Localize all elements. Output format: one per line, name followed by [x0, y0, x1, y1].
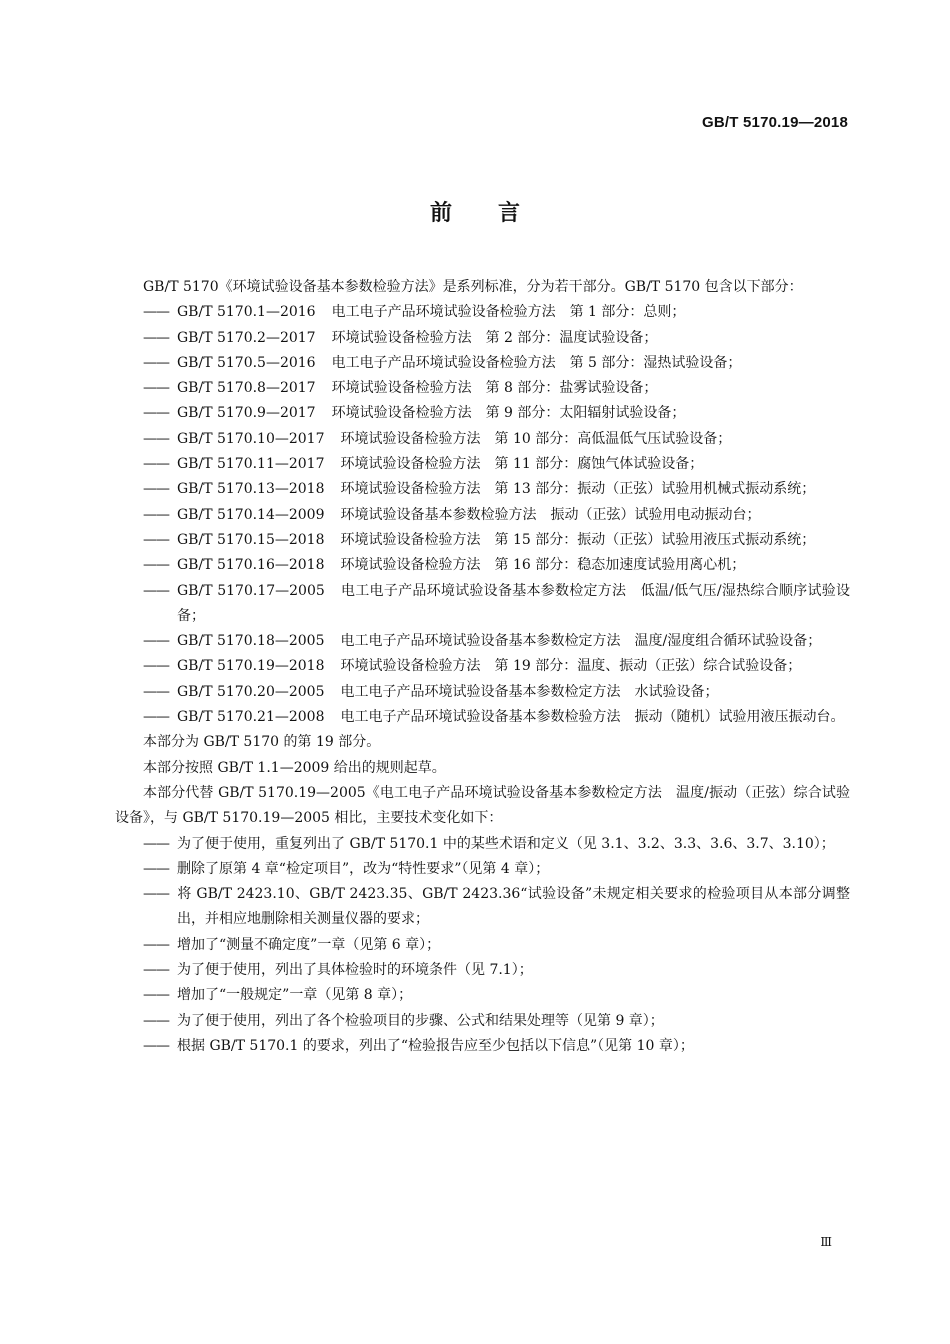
part-title: 电工电子产品环境试验设备检验方法 第 1 部分：总则； [331, 304, 686, 321]
list-item [115, 326, 850, 351]
dash-marker: —— [143, 329, 169, 346]
part-title: 电工电子产品环境试验设备基本参数检定方法 温度/湿度组合循环试验设备； [340, 633, 822, 650]
change-text: 根据 GB/T 5170.1 的要求，列出了“检验报告应至少包括以下信息”（见第 10 章）； [177, 1037, 694, 1054]
part-title: 环境试验设备检验方法 第 10 部分：高低温低气压试验设备； [340, 430, 732, 447]
change-text: 删除了原第 4 章“检定项目”，改为“特性要求”（见第 4 章）； [177, 860, 550, 877]
page-title: 前言 [429, 201, 566, 226]
change-text: 增加了“测量不确定度”一章（见第 6 章）； [177, 936, 441, 953]
page-number: Ⅲ [820, 1235, 832, 1249]
dash-marker: —— [143, 633, 169, 650]
dash-marker: —— [143, 709, 169, 726]
statement-paragraph: 本部分按照 GB/T 1.1—2009 给出的规则起草。 [143, 759, 446, 776]
part-title: 环境试验设备检验方法 第 2 部分：温度试验设备； [331, 329, 658, 346]
list-item [115, 705, 850, 730]
part-title: 电工电子产品环境试验设备基本参数检验方法 振动（随机）试验用液压振动台。 [340, 709, 845, 726]
list-item [115, 579, 850, 630]
part-code: GB/T 5170.14—2009 [177, 506, 325, 523]
part-title: 环境试验设备检验方法 第 9 部分：太阳辐射试验设备； [331, 405, 686, 422]
change-text: 将 GB/T 2423.10、GB/T 2423.35、GB/T 2423.36“试验设备”未规定相关要求的检验项目从本部分调整出，并相应地删除相关测量仪器的要求； [177, 886, 850, 928]
dash-marker: —— [143, 835, 169, 852]
statement-paragraph: 本部分为 GB/T 5170 的第 19 部分。 [143, 734, 381, 751]
list-item [115, 477, 850, 502]
list-item [115, 958, 850, 983]
part-code: GB/T 5170.16—2018 [177, 557, 325, 574]
part-code: GB/T 5170.17—2005 [177, 582, 325, 599]
dash-marker: —— [143, 430, 169, 447]
change-text: 为了便于使用，列出了具体检验时的环境条件（见 7.1）； [177, 962, 533, 979]
part-code: GB/T 5170.11—2017 [177, 456, 325, 473]
part-code: GB/T 5170.2—2017 [177, 329, 316, 346]
list-item [115, 680, 850, 705]
list-item [115, 882, 850, 933]
list-item [115, 1009, 850, 1034]
statement-paragraph: 本部分代替 GB/T 5170.19—2005《电工电子产品环境试验设备基本参数检定方法 温度/振动（正弦）综合试验设备》，与 GB/T 5170.19—2005 相比，主要技术变化如下： [115, 784, 850, 827]
part-code: GB/T 5170.18—2005 [177, 633, 325, 650]
part-code: GB/T 5170.20—2005 [177, 683, 325, 700]
dash-marker: —— [143, 405, 169, 422]
dash-marker: —— [143, 1037, 169, 1054]
dash-marker: —— [143, 1012, 169, 1029]
list-item [115, 401, 850, 426]
list-item [115, 351, 850, 376]
part-code: GB/T 5170.9—2017 [177, 405, 316, 422]
list-item [115, 528, 850, 553]
part-title: 环境试验设备检验方法 第 16 部分：稳态加速度试验用离心机； [340, 557, 746, 574]
part-code: GB/T 5170.15—2018 [177, 531, 325, 548]
part-title: 电工电子产品环境试验设备基本参数检定方法 低温/低气压/湿热综合顺序试验设备； [177, 582, 850, 624]
list-item [115, 983, 850, 1008]
part-code: GB/T 5170.1—2016 [177, 304, 316, 321]
dash-marker: —— [143, 962, 169, 979]
dash-marker: —— [143, 380, 169, 397]
part-code: GB/T 5170.8—2017 [177, 380, 316, 397]
dash-marker: —— [143, 531, 169, 548]
dash-marker: —— [143, 658, 169, 675]
dash-marker: —— [143, 481, 169, 498]
dash-marker: —— [143, 557, 169, 574]
part-title: 环境试验设备检验方法 第 15 部分：振动（正弦）试验用液压式振动系统； [340, 531, 816, 548]
change-text: 增加了“一般规定”一章（见第 8 章）； [177, 987, 413, 1004]
list-item [115, 452, 850, 477]
part-code: GB/T 5170.5—2016 [177, 354, 316, 371]
change-text: 为了便于使用，列出了各个检验项目的步骤、公式和结果处理等（见第 9 章）； [177, 1012, 664, 1029]
list-item [115, 857, 850, 882]
list-item [115, 427, 850, 452]
part-code: GB/T 5170.21—2008 [177, 709, 325, 726]
part-title: 电工电子产品环境试验设备基本参数检定方法 水试验设备； [340, 683, 719, 700]
dash-marker: —— [143, 354, 169, 371]
dash-marker: —— [143, 456, 169, 473]
part-title: 环境试验设备基本参数检验方法 振动（正弦）试验用电动振动台； [340, 506, 761, 523]
changes-list [115, 832, 850, 1060]
intro-paragraph: GB/T 5170《环境试验设备基本参数检验方法》是系列标准，分为若干部分。GB/T 5170 包含以下部分： [143, 279, 803, 295]
list-item [115, 1034, 850, 1059]
part-title: 电工电子产品环境试验设备检验方法 第 5 部分：湿热试验设备； [331, 354, 742, 371]
part-code: GB/T 5170.13—2018 [177, 481, 325, 498]
list-item [115, 629, 850, 654]
parts-list [115, 300, 850, 730]
list-item [115, 654, 850, 679]
part-title: 环境试验设备检验方法 第 19 部分：温度、振动（正弦）综合试验设备； [340, 658, 802, 675]
part-code: GB/T 5170.19—2018 [177, 658, 325, 675]
document-body [115, 275, 850, 1059]
standard-code-header: GB/T 5170.19—2018 [702, 114, 848, 131]
dash-marker: —— [143, 987, 169, 1004]
list-item [115, 832, 850, 857]
part-title: 环境试验设备检验方法 第 13 部分：振动（正弦）试验用机械式振动系统； [340, 481, 816, 498]
list-item [115, 300, 850, 325]
list-item [115, 553, 850, 578]
dash-marker: —— [143, 582, 169, 599]
dash-marker: —— [143, 683, 169, 700]
dash-marker: —— [143, 860, 169, 877]
part-code: GB/T 5170.10—2017 [177, 430, 325, 447]
part-title: 环境试验设备检验方法 第 8 部分：盐雾试验设备； [331, 380, 658, 397]
dash-marker: —— [143, 936, 169, 953]
part-title: 环境试验设备检验方法 第 11 部分：腐蚀气体试验设备； [340, 456, 704, 473]
change-text: 为了便于使用，重复列出了 GB/T 5170.1 中的某些术语和定义（见 3.1、3.2、3.3、3.6、3.7、3.10）； [177, 835, 835, 852]
list-item [115, 503, 850, 528]
list-item [115, 376, 850, 401]
dash-marker: —— [143, 506, 169, 523]
dash-marker: —— [143, 304, 169, 321]
list-item [115, 933, 850, 958]
dash-marker: —— [143, 886, 169, 903]
